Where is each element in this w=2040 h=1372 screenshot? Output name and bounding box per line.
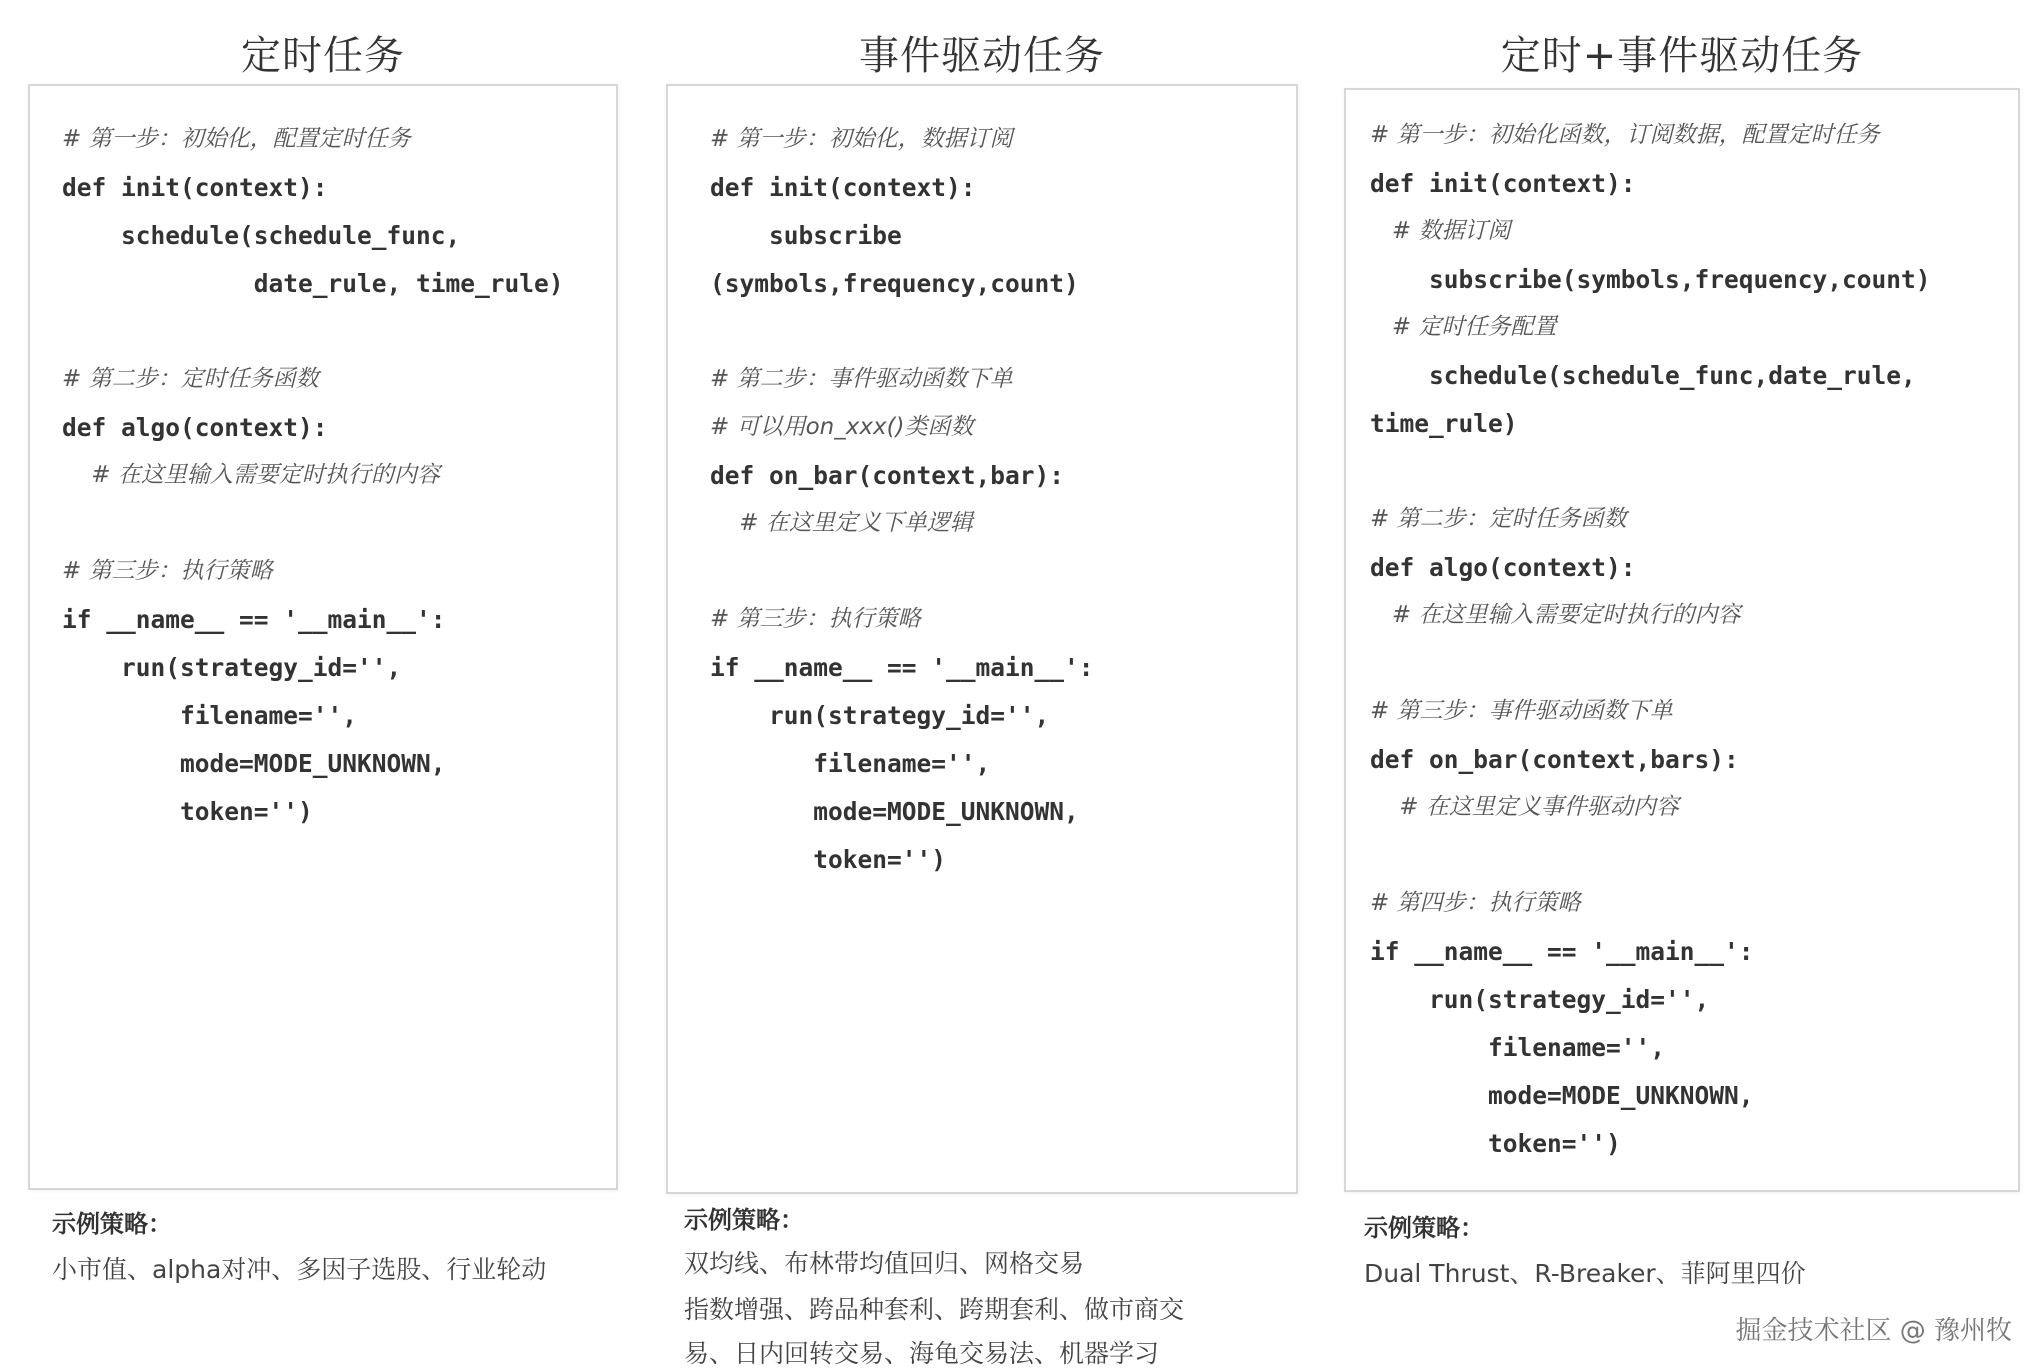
examples-line: 易、日内回转交易、海龟交易法、机器学习 bbox=[684, 1339, 1160, 1368]
code-line: mode=MODE_UNKNOWN, bbox=[1370, 1081, 1754, 1110]
code-line: token='') bbox=[710, 845, 947, 874]
code-line: # 第三步：执行策略 bbox=[62, 558, 273, 584]
code-line: # 在这里定义下单逻辑 bbox=[710, 510, 973, 536]
watermark: 掘金技术社区 @ 豫州牧 bbox=[1735, 1316, 2012, 1346]
code-line: mode=MODE_UNKNOWN, bbox=[62, 749, 446, 778]
examples-heading: 示例策略： bbox=[52, 1210, 172, 1238]
column-title: 定时+事件驱动任务 bbox=[1500, 33, 1864, 79]
code-line: # 第三步：事件驱动函数下单 bbox=[1370, 698, 1673, 724]
code-line: # 数据订阅 bbox=[1370, 218, 1511, 244]
code-line: token='') bbox=[1370, 1129, 1621, 1158]
code-line: schedule(schedule_func, bbox=[62, 221, 461, 250]
examples-line: 双均线、布林带均值回归、网格交易 bbox=[684, 1249, 1085, 1278]
code-line: def on_bar(context,bar): bbox=[710, 461, 1065, 490]
code-line: filename='', bbox=[62, 701, 358, 730]
examples-line: Dual Thrust、R-Breaker、菲阿里四价 bbox=[1364, 1259, 1806, 1288]
code-line: if __name__ == '__main__': bbox=[62, 605, 446, 634]
code-line: def init(context): bbox=[62, 173, 328, 202]
code-line: # 第二步：定时任务函数 bbox=[62, 366, 319, 392]
code-line: # 在这里输入需要定时执行的内容 bbox=[1370, 602, 1741, 628]
code-line: if __name__ == '__main__': bbox=[710, 653, 1094, 682]
code-line: run(strategy_id='', bbox=[62, 653, 402, 682]
code-line: token='') bbox=[62, 797, 313, 826]
code-line: subscribe(symbols,frequency,count) bbox=[1370, 265, 1931, 294]
code-line: # 第一步：初始化，配置定时任务 bbox=[62, 126, 411, 152]
column-title: 定时任务 bbox=[241, 33, 405, 79]
code-line: def init(context): bbox=[1370, 169, 1636, 198]
code-line: if __name__ == '__main__': bbox=[1370, 937, 1754, 966]
code-line: time_rule) bbox=[1370, 409, 1518, 438]
code-line: run(strategy_id='', bbox=[710, 701, 1050, 730]
code-line: date_rule, time_rule) bbox=[62, 269, 564, 298]
code-panel bbox=[1344, 88, 2020, 1192]
code-line: schedule(schedule_func,date_rule, bbox=[1370, 361, 1916, 390]
code-line: (symbols,frequency,count) bbox=[710, 269, 1079, 298]
code-line: def algo(context): bbox=[62, 413, 328, 442]
examples-line: 小市值、alpha对冲、多因子选股、行业轮动 bbox=[52, 1255, 547, 1284]
code-line: filename='', bbox=[710, 749, 991, 778]
code-line: # 在这里输入需要定时执行的内容 bbox=[62, 462, 440, 488]
code-line: # 可以用on_xxx()类函数 bbox=[710, 414, 974, 440]
code-line: # 第一步：初始化函数，订阅数据，配置定时任务 bbox=[1370, 122, 1880, 148]
code-line: # 在这里定义事件驱动内容 bbox=[1370, 794, 1679, 820]
code-panel bbox=[666, 84, 1298, 1194]
code-line: # 第四步：执行策略 bbox=[1370, 890, 1581, 916]
code-line: subscribe bbox=[710, 221, 902, 250]
code-line: def on_bar(context,bars): bbox=[1370, 745, 1739, 774]
code-line: # 第三步：执行策略 bbox=[710, 606, 921, 632]
code-line: def algo(context): bbox=[1370, 553, 1636, 582]
examples-heading: 示例策略： bbox=[1364, 1214, 1484, 1242]
code-panel bbox=[28, 84, 618, 1190]
code-line: # 第二步：定时任务函数 bbox=[1370, 506, 1627, 532]
code-line: # 第二步：事件驱动函数下单 bbox=[710, 366, 1013, 392]
code-line: # 第一步：初始化，数据订阅 bbox=[710, 126, 1013, 152]
examples-heading: 示例策略： bbox=[684, 1206, 804, 1234]
examples-line: 指数增强、跨品种套利、跨期套利、做市商交 bbox=[684, 1295, 1185, 1324]
code-line: def init(context): bbox=[710, 173, 976, 202]
code-line: mode=MODE_UNKNOWN, bbox=[710, 797, 1079, 826]
code-line: filename='', bbox=[1370, 1033, 1666, 1062]
code-line: run(strategy_id='', bbox=[1370, 985, 1710, 1014]
column-title: 事件驱动任务 bbox=[859, 33, 1105, 79]
code-line: # 定时任务配置 bbox=[1370, 314, 1557, 340]
